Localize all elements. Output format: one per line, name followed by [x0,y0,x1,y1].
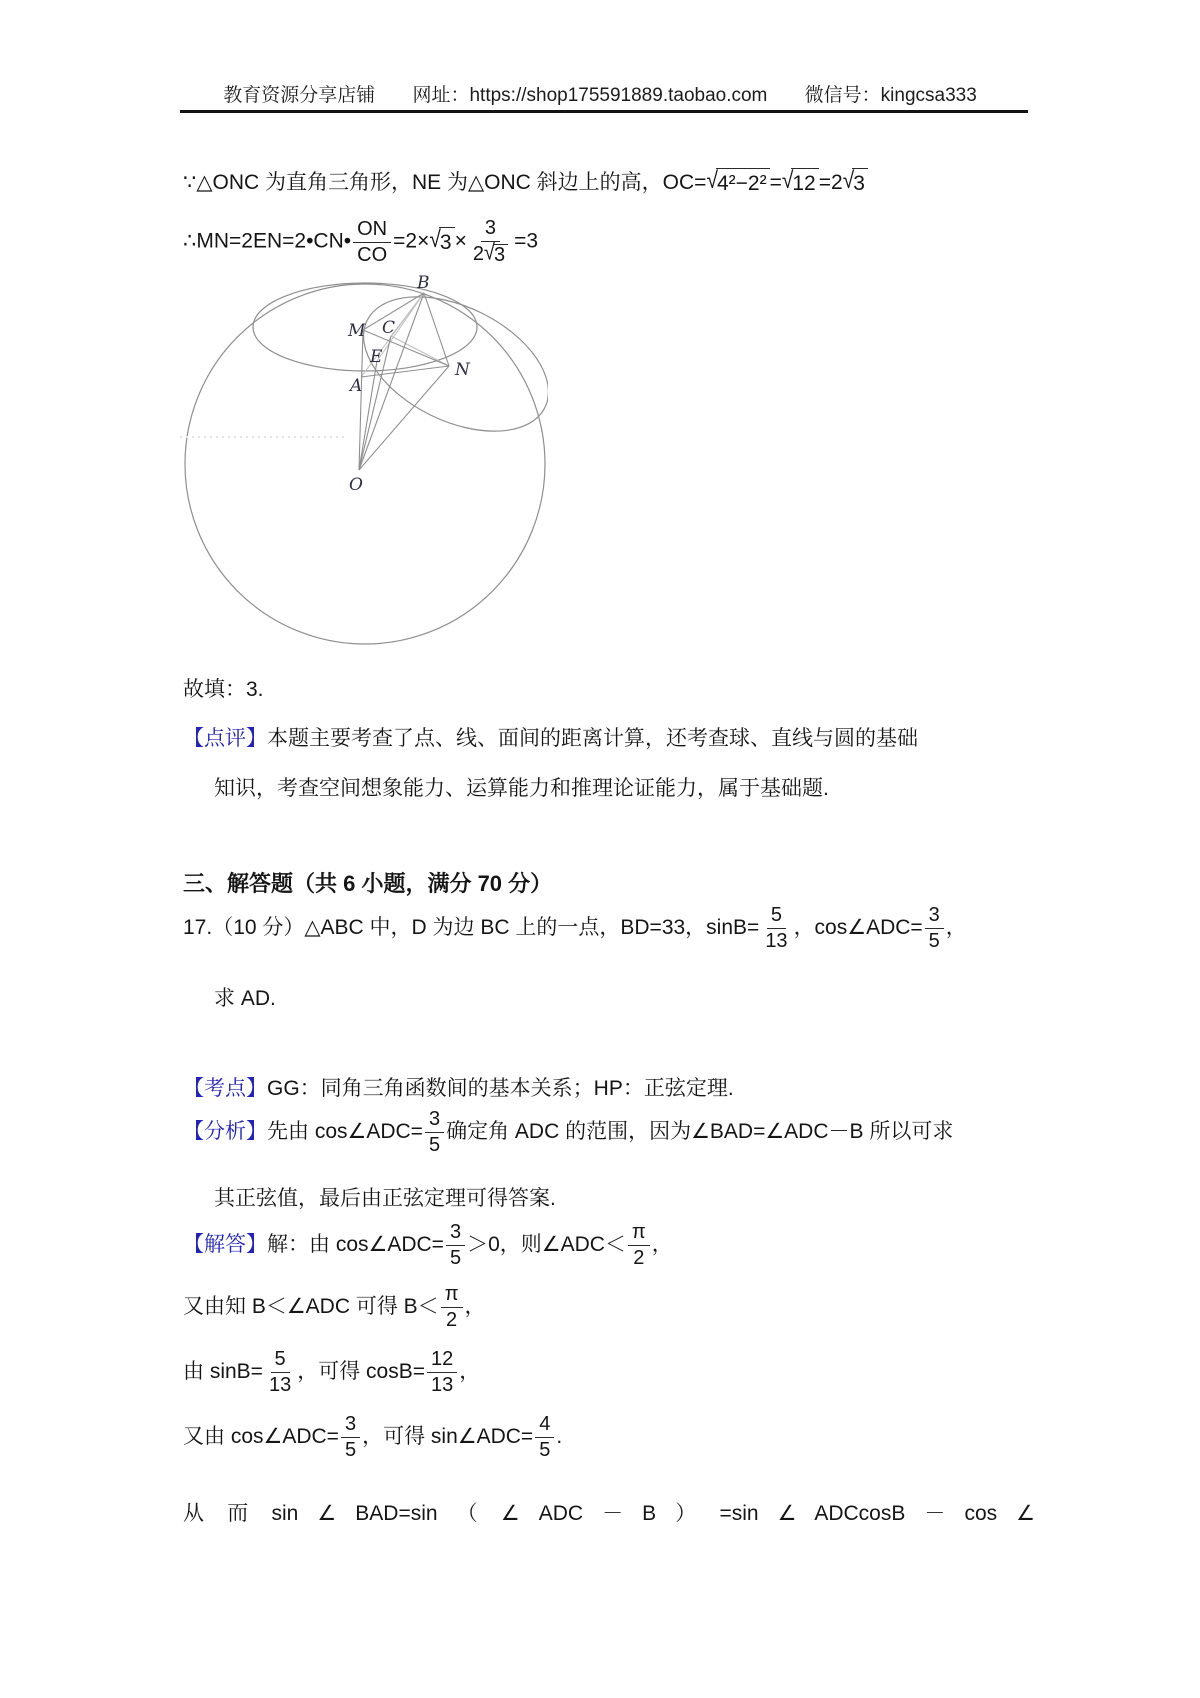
step2-suffix: ， [464,1295,486,1319]
radical-icon: √ [781,167,794,194]
section-heading: 三、解答题（共 6 小题，满分 70 分） [183,871,553,896]
fraction-numerator: π [441,1284,463,1308]
header-divider [180,110,1028,113]
point-label-m: M [348,321,366,341]
step-sinbad-expansion: 从 而 sin ∠ BAD=sin （ ∠ ADC － B ） =sin ∠ ADCcosB － cos ∠ [183,1502,1035,1525]
radicand-3: 3 [852,168,868,199]
fraction-numerator: π [628,1222,650,1246]
radical-sqrt3 [429,227,454,258]
q17-mid: ，cos∠ADC= [793,916,923,940]
fraction-numerator: 3 [925,905,944,929]
fraction-numerator: ON [353,219,391,243]
formula-mn-prefix: ∴MN=2EN=2•CN• [183,229,352,253]
fraction-numerator: 3 [341,1414,360,1438]
radical-1 [706,168,769,199]
fenxi-tag: 【分析】 [183,1120,267,1144]
radicand-2: 12 [791,168,818,199]
question-17-line2: 求 AD. [214,987,276,1010]
fraction-pi-2 [441,1284,463,1331]
jieda-prefix: 解：由 cos∠ADC= [267,1233,444,1257]
step3-prefix: 由 sinB= [183,1360,263,1384]
fraction-3-5 [446,1222,465,1269]
radical-3 [843,168,868,199]
page-header [0,80,1200,107]
wechat-id: 微信号：kingcsa333 [804,85,977,106]
step4-mid: ，可得 sin∠ADC= [362,1425,534,1449]
fraction-numerator: 5 [271,1349,290,1373]
radicand-1: 4²−2² [716,168,770,199]
q17-prefix: 17.（10 分）△ABC 中，D 为边 BC 上的一点，BD=33，sinB= [183,916,760,940]
step-b-range [183,1284,486,1331]
step-cosb [183,1349,480,1396]
fraction-12-13 [427,1349,457,1396]
kaodian-text: GG：同角三角函数间的基本关系；HP：正弦定理. [267,1077,734,1100]
formula-mn-suffix: =3 [514,229,539,253]
radicand-in-den: 3 [493,244,508,266]
point-label-n: N [455,360,470,380]
dianping-line2: 知识，考查空间想象能力、运算能力和推理论证能力，属于基础题. [214,777,829,800]
formula-oc-prefix: ∵△ONC 为直角三角形，NE 为△ONC 斜边上的高，OC= [183,171,707,194]
point-label-e: E [370,347,383,367]
fenxi-prefix: 先由 cos∠ADC= [267,1120,423,1144]
den-coefficient: 2 [472,243,484,265]
answer-line: 故填：3. [183,678,264,701]
point-label-b: B [417,273,430,293]
fraction-denominator: 5 [928,930,940,952]
jieda-suffix: ， [651,1233,673,1257]
fraction-denominator: CO [357,243,388,266]
formula-oc-eq2: =2 [818,171,843,194]
fraction-numerator: 3 [481,218,500,242]
step2-prefix: 又由知 B＜∠ADC 可得 B＜ [183,1295,439,1319]
point-label-c: C [382,318,396,338]
fraction-denominator: 13 [765,930,788,952]
fraction-3-5 [925,905,944,952]
step3-suffix: ， [459,1360,481,1384]
fenxi-line1 [183,1109,953,1156]
fraction-4-5 [535,1414,554,1461]
fraction-numerator: 12 [427,1349,457,1373]
store-name: 教育资源分享店铺 [223,85,376,106]
fraction-5-13 [761,905,791,952]
fenxi-line2: 其正弦值，最后由正弦定理可得答案. [214,1187,556,1210]
fraction-denominator: 5 [344,1439,357,1461]
question-17-line1 [183,905,967,952]
kaodian-tag: 【考点】 [183,1077,267,1100]
step-sinadc [183,1414,562,1461]
fraction-denominator: 2 [633,1247,645,1269]
fraction-denominator: 5 [539,1439,551,1461]
step4-suffix: . [556,1425,563,1449]
sphere-diagram [172,254,548,646]
fraction-3-5 [425,1109,444,1156]
point-label-a: A [350,376,363,396]
radicand-sqrt3: 3 [439,227,455,258]
fraction-denominator: 13 [431,1374,454,1396]
fraction-denominator: 2 [446,1309,458,1331]
formula-mn-mid1: =2× [393,229,430,253]
q17-suffix: ， [945,916,967,940]
formula-mn-mid2: × [454,229,467,253]
jieda-mid: ＞0，则∠ADC＜ [467,1233,626,1257]
kaodian-line [183,1074,734,1104]
radical-2 [782,168,819,199]
radical-icon: √ [483,240,495,265]
jieda-tag: 【解答】 [183,1233,267,1257]
formula-oc-line [183,168,868,199]
fraction-5-13 [265,1349,295,1396]
step4-prefix: 又由 cos∠ADC= [183,1425,339,1449]
fraction-pi-2 [628,1222,650,1269]
radical-icon: √ [429,226,441,253]
radical-icon: √ [842,167,855,194]
fraction-denominator: 5 [449,1247,462,1269]
step3-mid: ，可得 cosB= [297,1360,425,1384]
fraction-numerator: 5 [767,905,786,929]
fraction-3-5 [341,1414,360,1461]
dianping-text1: 本题主要考查了点、线、面间的距离计算，还考查球、直线与圆的基础 [267,727,918,750]
fraction-denominator: 13 [268,1374,292,1396]
radical-icon: √ [706,167,718,194]
fraction-denominator: 5 [428,1134,441,1156]
formula-oc-eq1: = [769,171,782,194]
point-label-o: O [349,475,363,495]
fenxi-suffix: 确定角 ADC 的范围，因为∠BAD=∠ADC－B 所以可求 [446,1120,954,1144]
fraction-numerator: 3 [425,1109,444,1133]
dianping-tag: 【点评】 [183,727,267,750]
store-url: 网址：https://shop175591889.taobao.com [412,85,768,106]
dianping-line1 [183,724,918,754]
jieda-line [183,1222,673,1269]
fraction-numerator: 3 [446,1222,465,1246]
fraction-numerator: 4 [535,1414,554,1438]
